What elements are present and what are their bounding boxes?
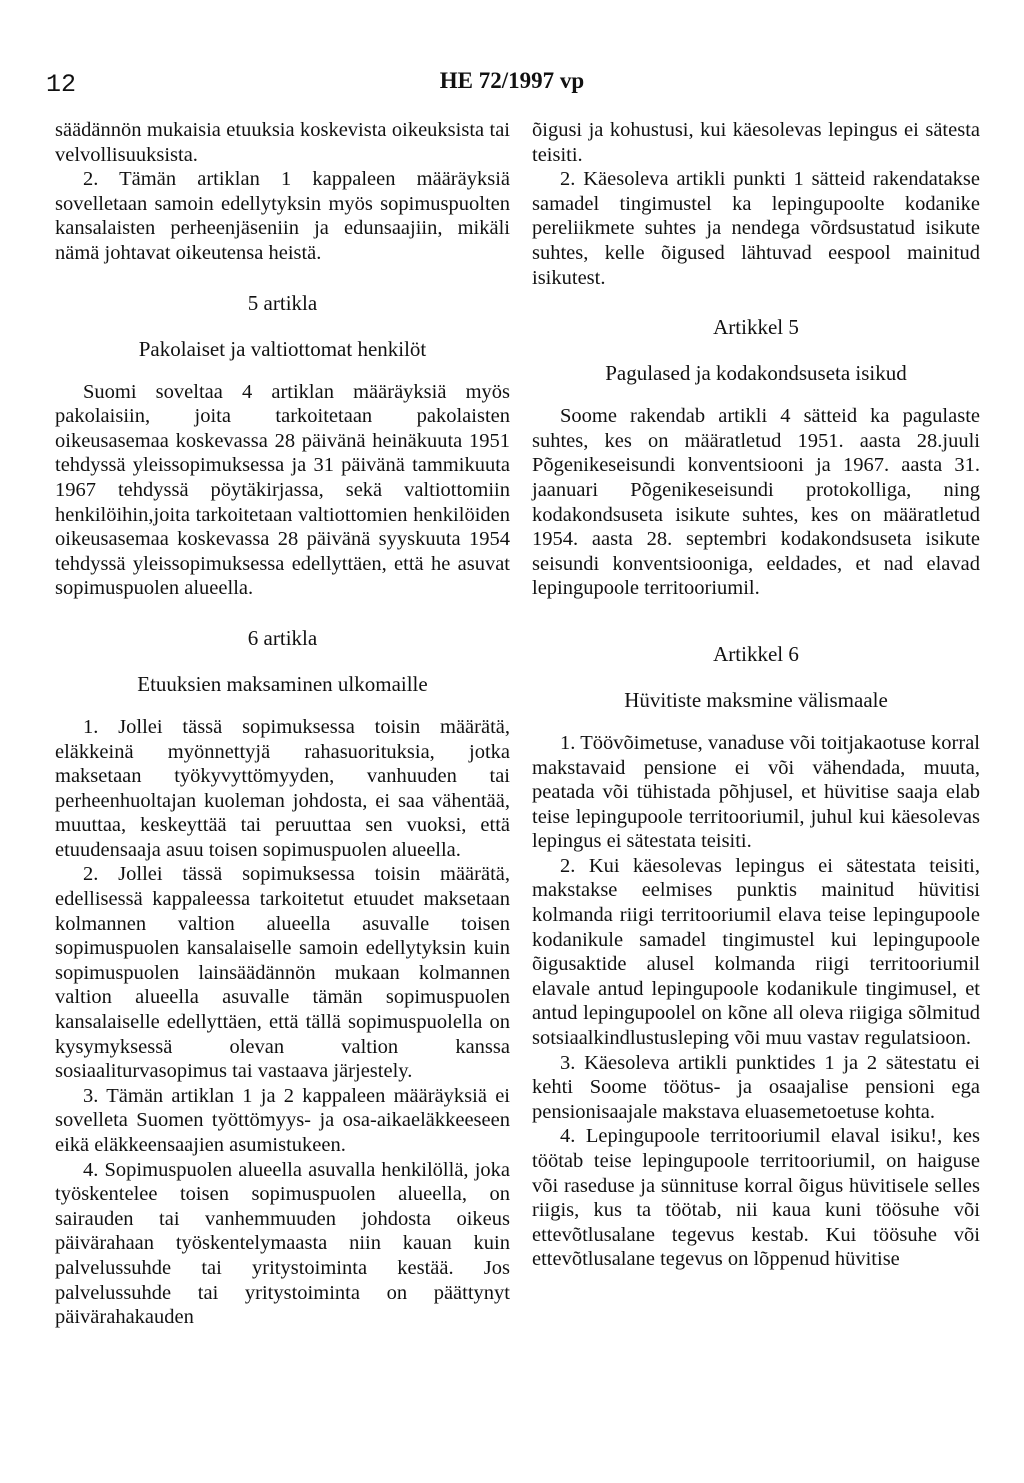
paragraph: 4. Lepingupoole territooriumil elaval isiku!, kes töötab teise lepingupoole territooriumil, on haiguse või raseduse ja sünnituse korral õigus hüvitisele selles riigis, kus ta töötab, nii kaua kuni töösuhe või ettevõtlusalane tegevus kestab. Kui töösuhe või ettevõtlusalane tegevus on lõppenud hüvitise (532, 1125, 980, 1271)
estonian-column (532, 118, 980, 1272)
paragraph: 2. Tämän artiklan 1 kappaleen määräyksiä sovelletaan samoin edellytyksin myös sopimuspuolten kansalaisten perheenjäseniin ja edunsaajiin, mikäli nämä johtavat oikeutensa heistä. (55, 168, 510, 264)
finnish-column (55, 118, 510, 1330)
page-number: 12 (46, 70, 77, 99)
paragraph: õigusi ja kohustusi, kui käesolevas lepingus ei sätesta teisiti. (532, 119, 980, 166)
paragraph: 3. Tämän artiklan 1 ja 2 kappaleen määräyksiä ei sovelleta Suomen työttömyys- ja osa-aikaeläkkeeseen eikä eläkkeensaajien asumistukeen. (55, 1084, 510, 1156)
article-heading: 6 artikla (247, 625, 318, 650)
article-title: Pagulased ja kodakondsuseta isikud (605, 361, 907, 386)
paragraph: 2. Jollei tässä sopimuksessa toisin määrätä, edellisessä kappaleessa tarkoitetut etuudet maksetaan kolmannen valtion alueella asuvalle toisen sopimuspuolen kansalaiselle samoin edellytyksin kuin sopimuspuolen lainsäädännön mukaan kolmannen valtion alueella asuvalle tämän sopimuspuolen kansalaiselle edellyttäen, että tällä sopimuspuolella on kysymyksessä olevan valtion kanssa sosiaaliturvasopimus tai vastaava järjestely. (55, 863, 510, 1083)
article-title: Pakolaiset ja valtiottomat henkilöt (138, 336, 427, 361)
article-heading: 5 artikla (247, 290, 318, 315)
article-title: Etuuksien maksaminen ulkomaille (137, 671, 428, 696)
paragraph: 2. Kui käesolevas lepingus ei sätestata teisiti, makstakse eelmises punktis mainitud hüvitisi kolmanda riigi territooriumil elava teise lepingupoole kodanikule samadel tingimustel kui lepingupoole õigusaktide alusel kolmanda riigi territooriumil elavale antud lepingupoole kodanikule tingimusel, et antud lepingupoolel on kõne all oleva riigiga sõlmitud sotsiaalkindlustusleping või muu vastav regulatsioon. (532, 854, 980, 1050)
paragraph: säädännön mukaisia etuuksia koskevista oikeuksista tai velvollisuuksista. (55, 119, 510, 166)
paragraph: 3. Käesoleva artikli punktides 1 ja 2 sätestatu ei kehti Soome töötus- ja osaajalise pensioni ega pensionisaajale makstava eluasemetoetuse kohta. (532, 1051, 980, 1123)
paragraph: 4. Sopimuspuolen alueella asuvalla henkilöllä, joka työskentelee toisen sopimuspuolen alueella, on sairauden tai vanhemmuuden johdosta oikeus päivärahaan työskentelymaasta niin kauan kuin palvelussuhde tai yritystoiminta kestää. Jos palvelussuhde tai yritystoiminta on päättynyt päivärahakauden (55, 1158, 510, 1329)
article-heading: Artikkel 5 (713, 315, 799, 340)
paragraph: 2. Käesoleva artikli punkti 1 sätteid rakendatakse samadel tingimustel ka lepingupoolte kodanike pereliikmete suhtes ja nendega võrdsustatud isikute suhtes, kelle õigused lähtuvad eespool mainitud isikutest. (532, 168, 980, 289)
article-title: Hüvitiste maksmine välismaale (624, 687, 888, 712)
paragraph: Soome rakendab artikli 4 sätteid ka pagulaste suhtes, kes on määratletud 1951. aasta 28.juuli Põgenikeseisundi konventsiooni ja 1967. aasta 31. jaanuari Põgenikeseisundi protokolliga, ning kodakondsuseta isikute suhtes, kes on määratletud 1954. aasta 28. septembri kodakondsuseta isikute seisundi konventsiooniga, eeldades, et nad elavad lepingupoole territooriumil. (532, 405, 980, 600)
article-heading: Artikkel 6 (713, 641, 799, 666)
paragraph: Suomi soveltaa 4 artiklan määräyksiä myös pakolaisiin, joita tarkoitetaan pakolaisten oikeusasemaa koskevassa 28 päivänä heinäkuuta 1951 tehdyssä yleissopimuksessa ja 31 päivänä tammikuuta 1967 tehdyssä pöytäkirjassa, sekä valtiottomiin henkilöihin,joita tarkoitetaan valtiottomien henkilöiden oikeusasemaa koskevassa 28 päivänä syyskuuta 1954 tehdyssä yleissopimuksessa edellyttäen, että he asuvat sopimuspuolen alueella. (55, 380, 510, 600)
document-header: HE 72/1997 vp (439, 68, 585, 93)
paragraph: 1. Jollei tässä sopimuksessa toisin määrätä, eläkkeinä myönnettyjä rahasuorituksia, jotka maksetaan työkyvyttömyyden, vanhuuden tai perheenhuoltajan kuoleman johdosta, ei saa vähentää, muuttaa, keskeyttää tai peruuttaa sen vuoksi, että etuudensaaja asuu toisen sopimuspuolen alueella. (55, 715, 510, 861)
paragraph: 1. Töövõimetuse, vanaduse või toitjakaotuse korral makstavaid pensione ei või vähendada, muuta, peatada või tühistada põhjusel, et hüvitise saaja elab teise lepingupoole territooriumil, juhul kui käesolevas lepingus ei sätestata teisiti. (532, 731, 980, 853)
